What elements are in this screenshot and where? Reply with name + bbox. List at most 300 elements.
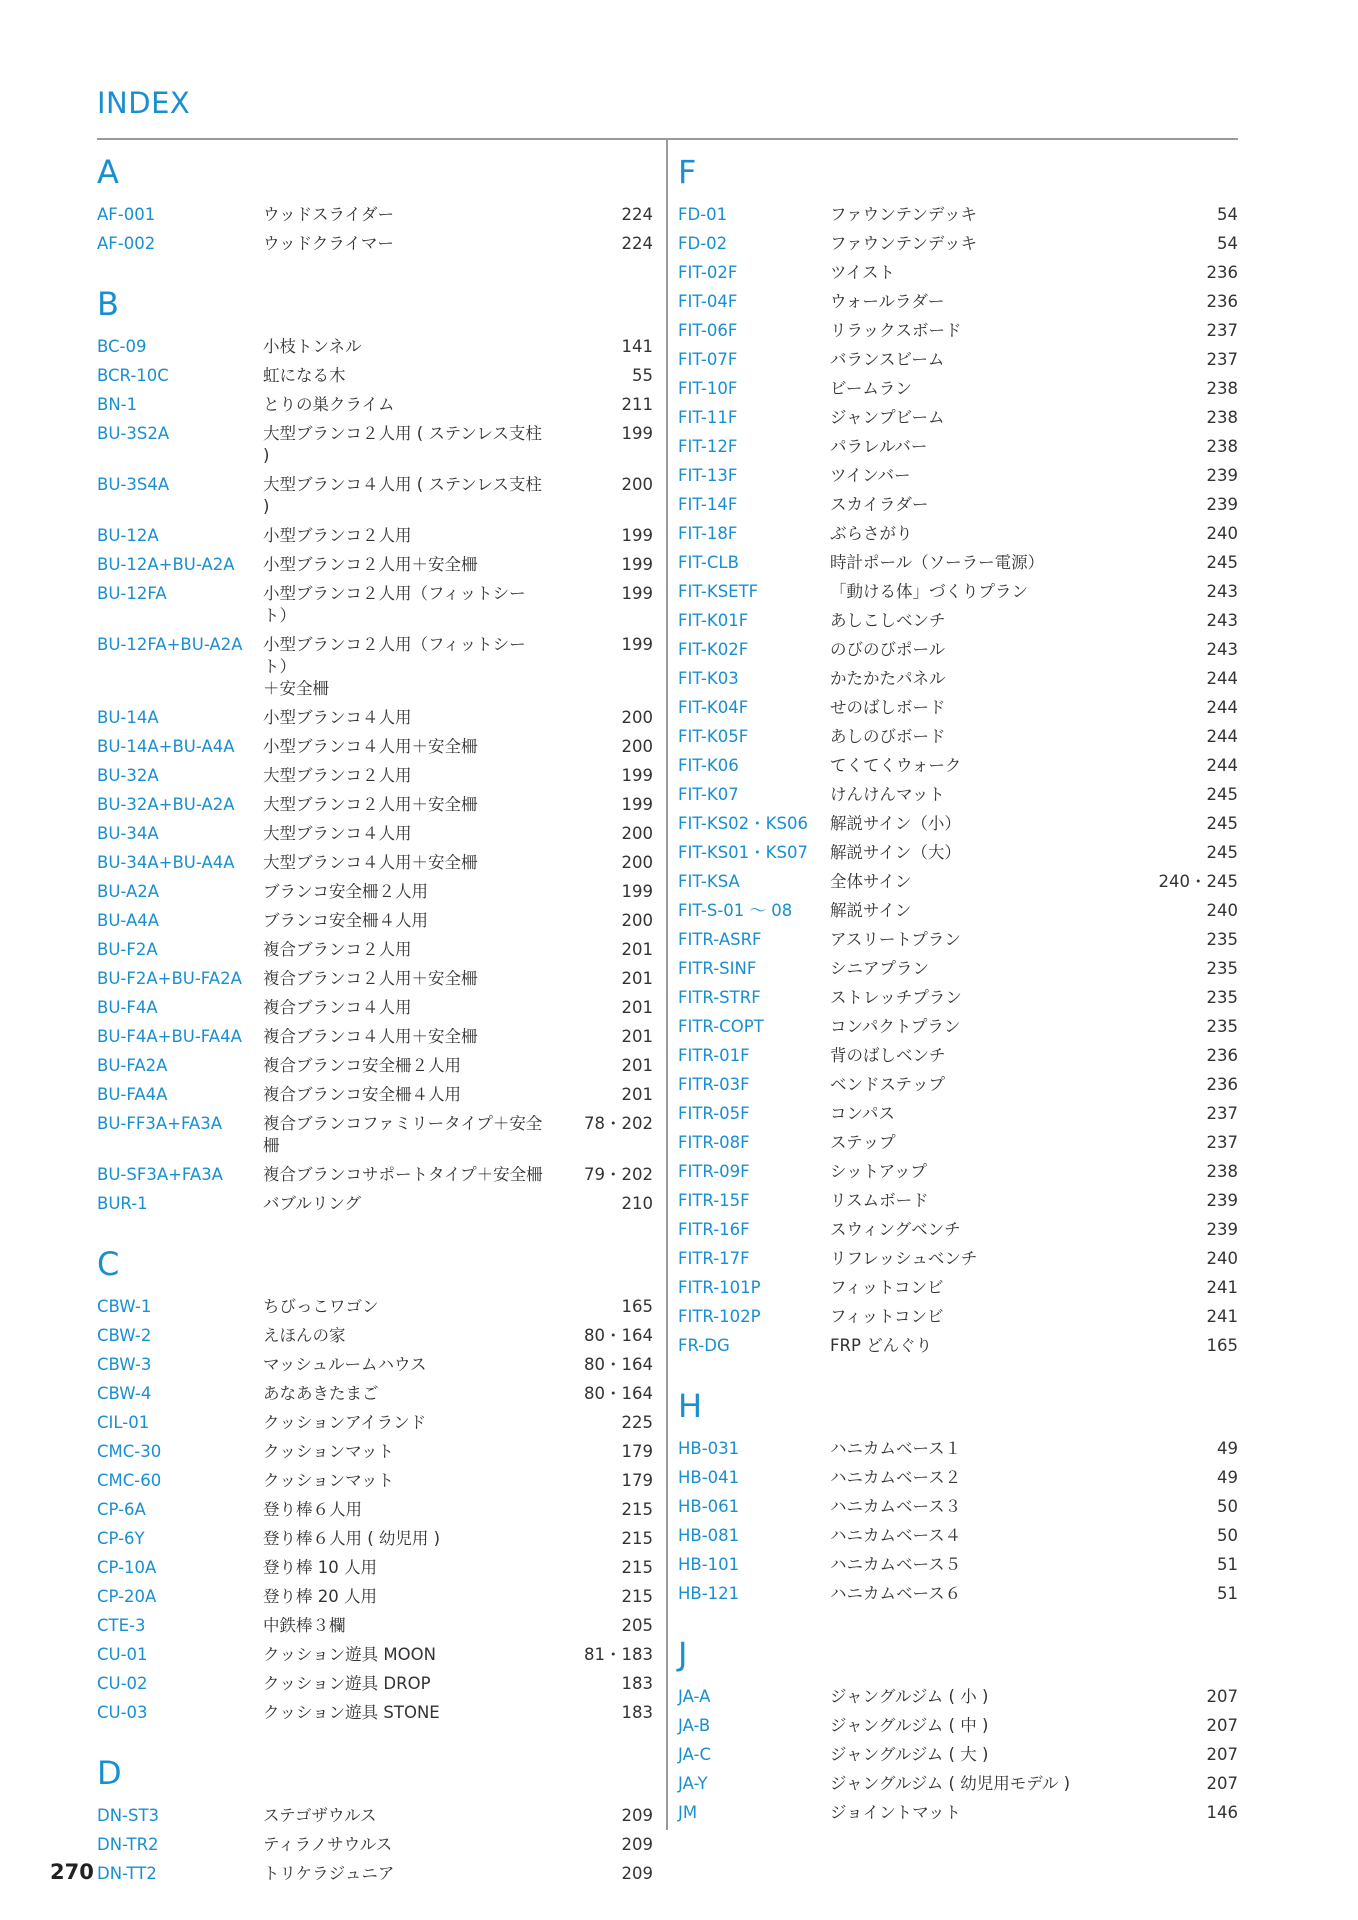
product-code: HB-031	[678, 1439, 740, 1458]
product-name: てくてくウォーク	[830, 756, 962, 775]
index-entry	[97, 906, 653, 935]
index-entry	[97, 1080, 653, 1109]
index-entry	[678, 1682, 1238, 1711]
page-reference: 243	[1206, 582, 1238, 601]
product-code: FD-02	[678, 234, 728, 253]
index-entry	[97, 200, 653, 229]
product-code: JA-C	[678, 1745, 711, 1764]
page-reference: 240	[1206, 901, 1238, 920]
product-code: BU-14A	[97, 708, 159, 727]
product-name: 全体サイン	[830, 872, 912, 891]
page-reference: 238	[1206, 437, 1238, 456]
page-title: INDEX	[97, 86, 191, 120]
page-reference: 200	[621, 824, 653, 843]
product-code: FIT-02F	[678, 263, 738, 282]
product-code: BU-12A+BU-A2A	[97, 555, 235, 574]
product-name: 登り棒６人用	[263, 1500, 362, 1519]
index-entry	[678, 1798, 1238, 1827]
page-reference: 55	[632, 366, 653, 385]
product-name: ジャングルジム ( 幼児用モデル )	[830, 1774, 1071, 1793]
product-name: クッションマット	[263, 1442, 395, 1461]
product-name: ステップ	[830, 1133, 896, 1152]
index-entry	[678, 1579, 1238, 1608]
product-code: FITR-102P	[678, 1307, 761, 1326]
product-code: FIT-KSETF	[678, 582, 759, 601]
index-section-a	[97, 144, 653, 258]
page-reference: 79・202	[584, 1165, 653, 1184]
section-letter: H	[678, 1387, 703, 1425]
product-name: あしのびボード	[830, 727, 946, 746]
page-reference: 240	[1206, 524, 1238, 543]
product-name: クッションマット	[263, 1471, 395, 1490]
page-reference: 199	[621, 795, 653, 814]
product-name: 小型ブランコ４人用	[263, 708, 412, 727]
page-reference: 200	[621, 475, 653, 494]
product-name: 小型ブランコ２人用（フィットシート）	[263, 584, 526, 625]
index-entry	[678, 1463, 1238, 1492]
product-name: 背のばしベンチ	[830, 1046, 946, 1065]
product-code: CP-20A	[97, 1587, 157, 1606]
left-column	[97, 140, 653, 1888]
product-name: 大型ブランコ２人用＋安全柵	[263, 795, 478, 814]
product-code: BU-14A+BU-A4A	[97, 737, 235, 756]
product-name: 大型ブランコ４人用＋安全柵	[263, 853, 478, 872]
index-entry	[97, 579, 653, 630]
index-section-h	[678, 1378, 1238, 1608]
page-reference: 244	[1206, 756, 1238, 775]
page-reference: 207	[1206, 1716, 1238, 1735]
index-entry	[97, 1466, 653, 1495]
index-entry	[97, 1830, 653, 1859]
index-entry	[97, 993, 653, 1022]
product-code: JA-Y	[678, 1774, 708, 1793]
section-letter: J	[678, 1635, 688, 1673]
product-code: CP-10A	[97, 1558, 157, 1577]
product-name: マッシュルームハウス	[263, 1355, 427, 1374]
product-code: FIT-10F	[678, 379, 738, 398]
product-name: 時計ポール（ソーラー電源）	[830, 553, 1045, 572]
index-entry	[678, 780, 1238, 809]
product-name: あなあきたまご	[263, 1384, 379, 1403]
page-reference: 201	[621, 998, 653, 1017]
product-name: スカイラダー	[830, 495, 929, 514]
product-name: ジャングルジム ( 大 )	[830, 1745, 989, 1764]
index-entry	[678, 1711, 1238, 1740]
product-code: BU-FA2A	[97, 1056, 168, 1075]
page-reference: 215	[621, 1558, 653, 1577]
product-name: リフレッシュベンチ	[830, 1249, 978, 1268]
page-reference: 245	[1206, 843, 1238, 862]
product-name: リスムボード	[830, 1191, 929, 1210]
product-code: CMC-60	[97, 1471, 162, 1490]
product-name: ファウンテンデッキ	[830, 205, 978, 224]
section-letter: C	[97, 1245, 120, 1283]
index-entry	[97, 390, 653, 419]
product-name: ステゴザウルス	[263, 1806, 377, 1825]
page-reference: 235	[1206, 930, 1238, 949]
index-entry	[678, 490, 1238, 519]
index-entry	[678, 809, 1238, 838]
product-name: クッション遊具 DROP	[263, 1674, 431, 1693]
page-reference: 80・164	[584, 1355, 653, 1374]
product-code: FIT-KS02・KS06	[678, 814, 808, 833]
product-code: BU-32A+BU-A2A	[97, 795, 235, 814]
page-reference: 51	[1217, 1584, 1238, 1603]
page-reference: 210	[621, 1194, 653, 1213]
product-name: 大型ブランコ４人用	[263, 824, 412, 843]
page-reference: 240・245	[1158, 872, 1238, 891]
product-code: FITR-SINF	[678, 959, 757, 978]
product-name: 複合ブランコ２人用＋安全柵	[263, 969, 478, 988]
product-code: BU-A2A	[97, 882, 160, 901]
page-reference: 207	[1206, 1687, 1238, 1706]
index-entry	[97, 1379, 653, 1408]
product-code: BU-12A	[97, 526, 159, 545]
index-entry	[97, 964, 653, 993]
page-reference: 200	[621, 737, 653, 756]
index-entry	[97, 848, 653, 877]
product-name: シットアップ	[830, 1162, 928, 1181]
index-entry	[678, 374, 1238, 403]
product-name: 複合ブランコ安全柵４人用	[263, 1085, 461, 1104]
page-reference: 179	[621, 1442, 653, 1461]
page-reference: 239	[1206, 1220, 1238, 1239]
index-entry	[678, 200, 1238, 229]
section-letter: F	[678, 153, 697, 191]
product-name: バブルリング	[263, 1194, 362, 1213]
product-code: FITR-09F	[678, 1162, 750, 1181]
index-entry	[97, 1321, 653, 1350]
product-name: 虹になる木	[263, 366, 346, 385]
product-name: トリケラジュニア	[263, 1864, 395, 1883]
page-reference: 54	[1217, 205, 1238, 224]
page-reference: 199	[621, 635, 653, 654]
product-code: AF-002	[97, 234, 156, 253]
page-reference: 209	[621, 1806, 653, 1825]
product-name: ベンドステップ	[830, 1075, 946, 1094]
index-entry	[97, 1189, 653, 1218]
product-code: DN-ST3	[97, 1806, 160, 1825]
product-name: コンパクトプラン	[830, 1017, 961, 1036]
product-code: FITR-08F	[678, 1133, 750, 1152]
product-name: シニアプラン	[830, 959, 929, 978]
index-entry	[678, 693, 1238, 722]
product-code: BU-12FA+BU-A2A	[97, 635, 243, 654]
index-entry	[678, 1302, 1238, 1331]
index-entry	[678, 519, 1238, 548]
index-entry	[678, 1740, 1238, 1769]
page-reference: 199	[621, 584, 653, 603]
product-code: BN-1	[97, 395, 138, 414]
product-code: BU-12FA	[97, 584, 167, 603]
index-entry	[678, 838, 1238, 867]
page-reference: 54	[1217, 234, 1238, 253]
index-entry	[678, 577, 1238, 606]
product-code: CMC-30	[97, 1442, 162, 1461]
product-code: BU-F2A+BU-FA2A	[97, 969, 242, 988]
page-reference: 235	[1206, 959, 1238, 978]
product-code: JA-B	[678, 1716, 711, 1735]
product-code: FIT-KS01・KS07	[678, 843, 808, 862]
product-code: BU-34A+BU-A4A	[97, 853, 235, 872]
product-code: FITR-COPT	[678, 1017, 764, 1036]
index-entry	[678, 287, 1238, 316]
index-entry	[678, 983, 1238, 1012]
page-reference: 201	[621, 940, 653, 959]
product-name: 複合ブランコ４人用	[263, 998, 412, 1017]
page-reference: 237	[1206, 1104, 1238, 1123]
product-code: FITR-101P	[678, 1278, 761, 1297]
page-reference: 205	[621, 1616, 653, 1635]
page-reference: 245	[1206, 814, 1238, 833]
page-reference: 215	[621, 1529, 653, 1548]
product-name: 登り棒６人用 ( 幼児用 )	[263, 1529, 441, 1548]
index-entry	[678, 1769, 1238, 1798]
product-code: FIT-KSA	[678, 872, 740, 891]
index-entry	[97, 361, 653, 390]
product-name: クッションアイランド	[263, 1413, 427, 1432]
page-number: 270	[50, 1860, 94, 1884]
page-reference: 201	[621, 1027, 653, 1046]
index-entry	[678, 1550, 1238, 1579]
product-name: けんけんマット	[830, 785, 945, 804]
index-entry	[678, 635, 1238, 664]
page-reference: 225	[621, 1413, 653, 1432]
product-name: フィットコンビ	[830, 1307, 944, 1326]
product-name: ジャンプビーム	[830, 408, 945, 427]
index-entry	[97, 550, 653, 579]
product-code: JA-A	[678, 1687, 711, 1706]
page-reference: 244	[1206, 727, 1238, 746]
page-reference: 165	[621, 1297, 653, 1316]
product-name: せのばしボード	[830, 698, 946, 717]
product-name: FRP どんぐり	[830, 1336, 933, 1355]
product-code: FITR-05F	[678, 1104, 750, 1123]
product-code: FIT-13F	[678, 466, 738, 485]
product-code: BU-32A	[97, 766, 159, 785]
product-code: FIT-04F	[678, 292, 738, 311]
index-entry	[678, 1244, 1238, 1273]
index-entry	[97, 1801, 653, 1830]
index-entry	[678, 954, 1238, 983]
product-name: ぶらさがり	[830, 524, 913, 543]
index-entry	[678, 1492, 1238, 1521]
product-name: ティラノサウルス	[263, 1835, 393, 1854]
index-entry	[678, 722, 1238, 751]
product-name: クッション遊具 STONE	[263, 1703, 440, 1722]
page-reference: 49	[1217, 1468, 1238, 1487]
page-reference: 81・183	[584, 1645, 653, 1664]
product-name: ハニカムベース１	[830, 1439, 962, 1458]
index-entry	[678, 1099, 1238, 1128]
product-code: CU-02	[97, 1674, 148, 1693]
index-entry	[678, 1521, 1238, 1550]
page-reference: 200	[621, 853, 653, 872]
index-entry	[97, 1698, 653, 1727]
page-reference: 237	[1206, 321, 1238, 340]
product-code: HB-121	[678, 1584, 740, 1603]
index-entry	[678, 606, 1238, 635]
product-code: BC-09	[97, 337, 147, 356]
page-reference: 146	[1206, 1803, 1238, 1822]
product-code: CU-03	[97, 1703, 148, 1722]
product-name: ハニカムベース５	[830, 1555, 962, 1574]
index-entry	[97, 935, 653, 964]
page-reference: 199	[621, 526, 653, 545]
product-name: フィットコンビ	[830, 1278, 944, 1297]
page-reference: 199	[621, 766, 653, 785]
index-entry	[678, 1128, 1238, 1157]
index-section-f	[678, 144, 1238, 1360]
index-entry	[97, 1669, 653, 1698]
product-name: ジャングルジム ( 中 )	[830, 1716, 989, 1735]
product-name: ツインバー	[830, 466, 911, 485]
page-reference: 183	[621, 1674, 653, 1693]
index-entry	[97, 761, 653, 790]
page-reference: 224	[621, 234, 653, 253]
product-code: CU-01	[97, 1645, 148, 1664]
page-reference: 236	[1206, 1046, 1238, 1065]
index-entry	[97, 1160, 653, 1189]
product-name: 複合ブランコファミリータイプ＋安全柵	[263, 1114, 543, 1155]
page-reference: 235	[1206, 988, 1238, 1007]
product-code: CTE-3	[97, 1616, 146, 1635]
page-reference: 207	[1206, 1745, 1238, 1764]
page-reference: 215	[621, 1500, 653, 1519]
product-code: CBW-1	[97, 1297, 152, 1316]
product-name: 解説サイン	[830, 901, 912, 920]
page-reference: 201	[621, 1085, 653, 1104]
index-entry	[97, 1582, 653, 1611]
index-entry	[97, 1292, 653, 1321]
index-entry	[97, 732, 653, 761]
product-code: BU-3S4A	[97, 475, 170, 494]
product-code: CBW-4	[97, 1384, 152, 1403]
product-name: リラックスボード	[830, 321, 962, 340]
index-entry	[97, 419, 653, 470]
product-code: JM	[678, 1803, 698, 1822]
page-reference: 50	[1217, 1497, 1238, 1516]
product-code: FIT-14F	[678, 495, 738, 514]
index-entry	[97, 1859, 653, 1888]
page-reference: 199	[621, 555, 653, 574]
product-code: CBW-3	[97, 1355, 152, 1374]
product-code: BU-F4A	[97, 998, 158, 1017]
index-entry	[97, 332, 653, 361]
page-reference: 235	[1206, 1017, 1238, 1036]
index-entry	[97, 1408, 653, 1437]
product-code: AF-001	[97, 205, 156, 224]
product-code: HB-061	[678, 1497, 740, 1516]
product-code: FIT-K06	[678, 756, 739, 775]
page-reference: 239	[1206, 495, 1238, 514]
product-name: ウッドクライマー	[263, 234, 394, 253]
page-reference: 237	[1206, 350, 1238, 369]
product-code: CBW-2	[97, 1326, 152, 1345]
section-letter: D	[97, 1754, 122, 1792]
product-name: 複合ブランコサポートタイプ＋安全柵	[263, 1165, 543, 1184]
page-reference: 199	[621, 424, 653, 443]
index-entry	[678, 925, 1238, 954]
page-reference: 179	[621, 1471, 653, 1490]
product-code: FIT-07F	[678, 350, 738, 369]
product-name: 解説サイン（大）	[830, 843, 961, 862]
product-code: FITR-15F	[678, 1191, 750, 1210]
product-name: ハニカムベース２	[830, 1468, 962, 1487]
page-reference: 243	[1206, 611, 1238, 630]
product-name: ブランコ安全柵２人用	[263, 882, 428, 901]
product-name: 小型ブランコ４人用＋安全柵	[263, 737, 478, 756]
product-name: 大型ブランコ４人用 ( ステンレス支柱 )	[263, 475, 542, 516]
product-name: コンパス	[830, 1104, 895, 1123]
page-reference: 141	[621, 337, 653, 356]
index-entry	[678, 403, 1238, 432]
page-reference: 244	[1206, 669, 1238, 688]
product-code: FITR-01F	[678, 1046, 750, 1065]
product-name: 小枝トンネル	[263, 337, 362, 356]
product-code: BU-A4A	[97, 911, 160, 930]
index-entry	[97, 470, 653, 521]
index-entry	[678, 1273, 1238, 1302]
product-code: BU-FA4A	[97, 1085, 168, 1104]
index-entry	[97, 630, 653, 703]
index-entry	[97, 1051, 653, 1080]
product-name: 「動ける体」づくりプラン	[830, 582, 1028, 601]
product-name: ブランコ安全柵４人用	[263, 911, 428, 930]
product-code: BU-F2A	[97, 940, 158, 959]
index-entry	[678, 1157, 1238, 1186]
index-section-c	[97, 1236, 653, 1727]
product-code: BU-SF3A+FA3A	[97, 1165, 223, 1184]
index-entry	[678, 896, 1238, 925]
product-name: 小型ブランコ２人用＋安全柵	[263, 555, 478, 574]
product-name: ウォールラダー	[830, 292, 945, 311]
index-entry	[97, 1495, 653, 1524]
product-code: FIT-K03	[678, 669, 739, 688]
product-code: BU-F4A+BU-FA4A	[97, 1027, 242, 1046]
page-reference: 243	[1206, 640, 1238, 659]
page-reference: 236	[1206, 292, 1238, 311]
index-entry	[678, 1331, 1238, 1360]
index-entry	[97, 521, 653, 550]
index-entry	[97, 1109, 653, 1160]
page-reference: 238	[1206, 379, 1238, 398]
page-reference: 50	[1217, 1526, 1238, 1545]
index-entry	[97, 1553, 653, 1582]
page-reference: 224	[621, 205, 653, 224]
page-reference: 200	[621, 911, 653, 930]
product-name: ジョイントマット	[830, 1803, 962, 1822]
page-reference: 209	[621, 1864, 653, 1883]
index-entry	[678, 664, 1238, 693]
product-code: FITR-STRF	[678, 988, 761, 1007]
index-entry	[97, 703, 653, 732]
product-code: BUR-1	[97, 1194, 148, 1213]
page-reference: 241	[1206, 1307, 1238, 1326]
index-entry	[678, 258, 1238, 287]
product-name: ハニカムベース３	[830, 1497, 962, 1516]
product-name: 登り棒 10 人用	[263, 1558, 377, 1577]
index-section-d	[97, 1745, 653, 1888]
product-name: 複合ブランコ４人用＋安全柵	[263, 1027, 478, 1046]
product-name: ハニカムベース４	[830, 1526, 962, 1545]
index-entry	[97, 1611, 653, 1640]
page-reference: 236	[1206, 263, 1238, 282]
product-code: BU-34A	[97, 824, 159, 843]
product-code: FIT-K07	[678, 785, 739, 804]
section-letter: B	[97, 285, 119, 323]
index-entry	[678, 345, 1238, 374]
